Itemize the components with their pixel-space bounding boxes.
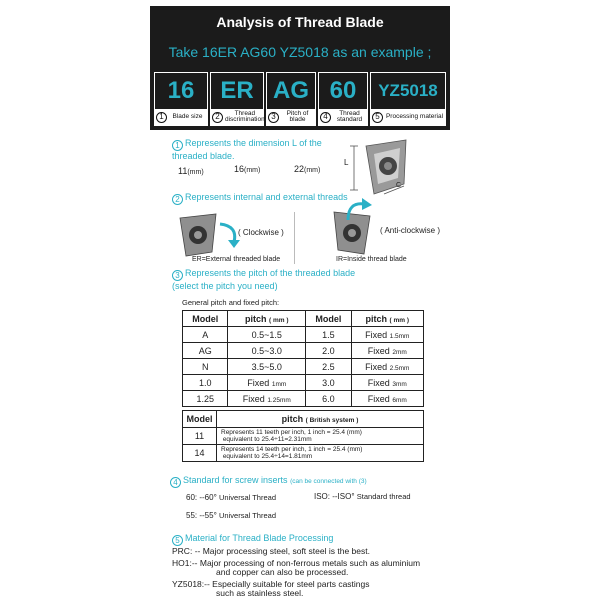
cell-unit: 6mm: [392, 396, 407, 404]
header-pitch-unit: ( British system ): [305, 417, 359, 424]
section2-title-text: Represents internal and external threads: [185, 192, 348, 202]
threaded-blade-insert-icon: [344, 136, 420, 202]
material-desc: Major processing of non-ferrous metals such as aluminium: [199, 558, 421, 568]
table-row: [183, 375, 424, 391]
cell-line: Represents 11 teeth per inch, 1 inch = 25.4 (mm): [221, 429, 362, 436]
section4-title-text: Standard for screw inserts: [183, 475, 288, 485]
header-model: Model: [183, 411, 217, 428]
material-key: YZ5018:--: [172, 579, 210, 589]
header-pitch-text: pitch: [365, 313, 388, 324]
section1-title-line2: threaded blade.: [172, 151, 235, 161]
cell: AG: [183, 343, 228, 359]
code-cell-pitch: [266, 72, 316, 126]
er-label: ER=External threaded blade: [192, 256, 281, 263]
section4-note: (can be connected with (3): [290, 478, 367, 485]
page-title: Analysis of Thread Blade: [216, 14, 384, 30]
cell-unit: 3mm: [392, 380, 407, 388]
cell: [228, 375, 306, 391]
cell: [351, 391, 423, 407]
cell: [351, 375, 423, 391]
standard-code: 60: --60°: [186, 493, 217, 502]
table-row: [183, 327, 424, 343]
table-row: [183, 343, 424, 359]
cell: N: [183, 359, 228, 375]
cell-text: Fixed: [367, 377, 390, 388]
table-header-row: [183, 311, 424, 327]
cell: 0.5~1.5: [228, 327, 306, 343]
material-prc: [172, 547, 370, 556]
size-unit: (mm): [304, 167, 321, 174]
section1-title-line1: Represents the dimension L of the: [185, 138, 322, 148]
section3-title-line2: (select the pitch you need): [172, 281, 278, 291]
cell: 1.25: [183, 391, 228, 407]
general-pitch-label: General pitch and fixed pitch:: [182, 298, 280, 307]
cell: 11: [183, 428, 217, 445]
section3-title: [172, 268, 355, 292]
code-label: Thread discrimination: [225, 110, 265, 123]
section5-title: [172, 533, 333, 546]
anticlockwise-label: ( Anti-clockwise ): [380, 226, 441, 235]
standard-60: [186, 493, 276, 502]
size-unit: (mm): [187, 169, 204, 176]
material-desc: -- Major processing steel, soft steel is the best.: [194, 546, 370, 556]
standard-desc: Standard thread: [356, 492, 411, 501]
cell: [351, 359, 423, 375]
anticlockwise-arrow-icon: [344, 196, 374, 226]
table-row: [183, 428, 424, 445]
divider: [294, 212, 295, 264]
dimension-C: C: [396, 182, 402, 189]
cell: 2.0: [306, 343, 351, 359]
header-pitch: [228, 311, 306, 327]
cell: 14: [183, 445, 217, 462]
code-value: AG: [273, 77, 309, 104]
cell-unit: 1.5mm: [389, 332, 410, 340]
header-pitch-text: pitch: [281, 414, 304, 424]
cell: [351, 343, 423, 359]
material-key: PRC:: [172, 546, 193, 556]
cell: [217, 445, 424, 462]
code-number: 3: [268, 112, 279, 123]
standard-code: 55: --55°: [186, 511, 217, 520]
standard-55: [186, 511, 276, 520]
section1-title: [172, 138, 322, 162]
clockwise-label: ( Clockwise ): [238, 228, 284, 237]
section4-title: [170, 475, 367, 488]
code-cell-material: [370, 72, 446, 126]
cell-line: equivalent to 25.4÷14=1.81mm: [222, 453, 313, 460]
code-cell-size: [154, 72, 208, 126]
cell-line: equivalent to 25.4÷11=2.31mm: [222, 436, 312, 443]
section-number: 1: [172, 140, 183, 151]
size-value: 16: [234, 164, 245, 174]
header-pitch-unit: ( mm ): [269, 316, 289, 324]
cell-unit: 2.5mm: [389, 364, 410, 372]
material-yz5018: [172, 580, 370, 598]
code-label: Pitch of blade: [286, 110, 309, 123]
code-cell-thread: [210, 72, 264, 126]
section-number: 3: [172, 270, 183, 281]
cell-text: Fixed: [367, 393, 390, 404]
table-header-row: [183, 411, 424, 428]
standard-code: ISO: --ISO°: [314, 492, 355, 501]
code-label: Processing material: [385, 113, 444, 120]
pitch-table-metric: [182, 310, 424, 407]
size-11: [178, 166, 204, 176]
code-label: Thread standard: [336, 110, 363, 123]
section5-title-text: Material for Thread Blade Processing: [185, 533, 334, 543]
standard-desc: Universal Thread: [219, 493, 276, 502]
cell-unit: 2mm: [392, 348, 407, 356]
section-number: 5: [172, 535, 183, 546]
cell: [228, 391, 306, 407]
material-desc: and copper can also be processed.: [216, 567, 349, 577]
cell: 6.0: [306, 391, 351, 407]
pitch-table-british: [182, 410, 424, 462]
cell: 1.0: [183, 375, 228, 391]
material-desc: Especially suitable for steel parts castings: [212, 579, 370, 589]
size-22: [294, 164, 320, 174]
dimension-L: L: [344, 158, 349, 167]
header-banner: [150, 6, 450, 130]
section2-title: [172, 192, 348, 205]
section-number: 2: [172, 194, 183, 205]
cell-unit: 1mm: [271, 380, 287, 388]
cell-text: Fixed: [247, 377, 270, 388]
cell: 2.5: [306, 359, 351, 375]
cell-unit: 1.25mm: [267, 396, 291, 404]
size-value: 11: [178, 166, 188, 176]
cell: 3.0: [306, 375, 351, 391]
code-number: 4: [320, 112, 331, 123]
cell: 1.5: [306, 327, 351, 343]
code-value: 16: [167, 77, 195, 104]
ir-label: IR=Inside thread blade: [336, 256, 407, 263]
code-number: 1: [156, 112, 167, 123]
material-ho1: [172, 559, 420, 577]
section3-title-line1: Represents the pitch of the threaded blade: [185, 268, 356, 278]
code-label: Blade size: [172, 113, 203, 120]
material-desc: such as stainless steel.: [216, 588, 304, 598]
cell-text: Fixed: [365, 361, 388, 372]
code-value: ER: [220, 77, 254, 104]
cell-text: Fixed: [367, 345, 390, 356]
table-row: [183, 445, 424, 462]
material-key: HO1:--: [172, 558, 198, 568]
code-number: 2: [212, 112, 223, 123]
header-model: Model: [306, 311, 351, 327]
cell: 3.5~5.0: [228, 359, 306, 375]
code-cell-standard: [318, 72, 368, 126]
table-row: [183, 359, 424, 375]
header-pitch: [351, 311, 423, 327]
table-row: [183, 391, 424, 407]
size-16: [234, 164, 260, 174]
cell: [217, 428, 424, 445]
header-pitch-text: pitch: [245, 313, 267, 324]
header-pitch: [217, 411, 424, 428]
standard-desc: Universal Thread: [219, 511, 276, 520]
cell-text: Fixed: [242, 393, 265, 404]
code-value: 60: [329, 77, 357, 104]
size-value: 22: [294, 164, 305, 174]
cell: [351, 327, 423, 343]
code-breakdown: [154, 72, 446, 126]
page-subtitle: Take 16ER AG60 YZ5018 as an example ;: [168, 44, 432, 60]
section-number: 4: [170, 477, 181, 488]
cell-text: Fixed: [365, 329, 388, 340]
cell: 0.5~3.0: [228, 343, 306, 359]
header-pitch-unit: ( mm ): [389, 316, 410, 324]
standard-iso: [314, 492, 411, 501]
size-unit: (mm): [244, 167, 261, 174]
cell: A: [183, 327, 228, 343]
header-model: Model: [183, 311, 228, 327]
code-value: YZ5018: [378, 81, 438, 100]
cell-line: Represents 14 teeth per inch, 1 inch = 25.4 (mm): [221, 446, 363, 453]
code-number: 5: [372, 112, 383, 123]
